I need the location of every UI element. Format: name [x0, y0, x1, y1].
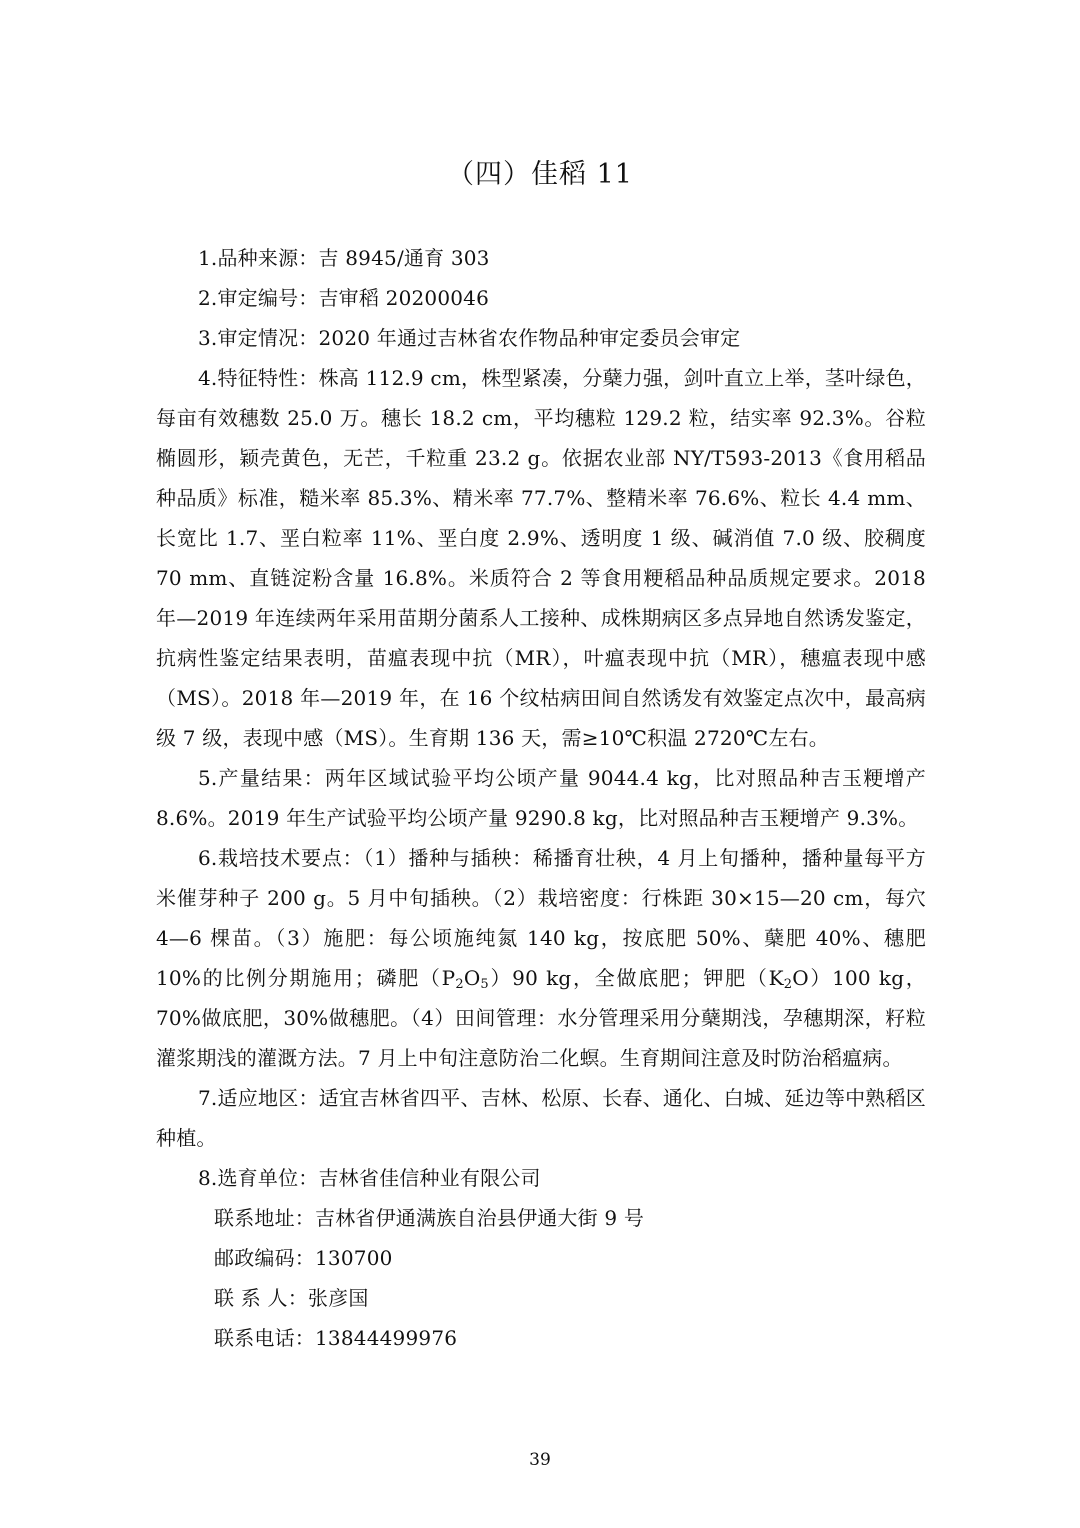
- suitable-regions: 7.适应地区：适宜吉林省四平、吉林、松原、长春、通化、白城、延边等中熟稻区种植。: [156, 1086, 926, 1150]
- subscript-p2: 2: [455, 977, 464, 992]
- contact-address: 联系地址：吉林省伊通满族自治县伊通大街 9 号: [214, 1206, 645, 1230]
- contact-postcode: 邮政编码：130700: [214, 1246, 393, 1270]
- cultivation-techniques: [156, 838, 926, 1078]
- page-number: 39: [529, 1450, 551, 1470]
- variety-source: 1.品种来源：吉 8945/通育 303: [198, 246, 490, 270]
- characteristics: 4.特征特性：株高 112.9 cm，株型紧凑，分蘖力强，剑叶直立上举，茎叶绿色，每亩有效穗数 25.0 万。穗长 18.2 cm，平均穗粒 129.2 粒，结实率 92.3%。谷粒椭圆形，颖壳黄色，无芒，千粒重 23.2 g。依据农业部 NY/T593-2013《食用稻品种品质》标准，糙米率 85.3%、精米率 77.7%、整精米率 76.6%、粒长 4.4 mm、长宽比 1.7、垩白粒率 11%、垩白度 2.9%、透明度 1 级、碱消值 7.0 级、胶稠度 70 mm、直链淀粉含量 16.8%。米质符合 2 等食用粳稻品种品质规定要求。2018 年—2019 年连续两年采用苗期分菌系人工接种、成株期病区多点异地自然诱发鉴定，抗病性鉴定结果表明，苗瘟表现中抗（MR），叶瘟表现中抗（MR），穗瘟表现中感（MS）。2018 年—2019 年，在 16 个纹枯病田间自然诱发有效鉴定点次中，最高病级 7 级，表现中感（MS）。生育期 136 天，需≥10℃积温 2720℃左右。: [156, 366, 926, 750]
- yield-results: 5.产量结果：两年区域试验平均公顷产量 9044.4 kg，比对照品种吉玉粳增产 8.6%。2019 年生产试验平均公顷产量 9290.8 kg，比对照品种吉玉粳增产 9.3%。: [156, 766, 926, 830]
- contact-phone: 联系电话：13844499976: [214, 1326, 458, 1350]
- cultivation-text-a: 6.栽培技术要点：（1）播种与插秧：稀播育壮秧，4 月上旬播种，播种量每平方米催芽种子 200 g。5 月中旬插秧。（2）栽培密度：行株距 30×15—20 cm，每穴 4—6 棵苗。（3）施肥：每公顷施纯氮 140 kg，按底肥 50%、蘖肥 40%、穗肥 10%的比例分期施用；磷肥（P: [156, 846, 926, 990]
- cultivation-text-c: O）100 kg，70%做底肥，30%做穗肥。（4）田间管理：水分管理采用分蘖期浅，孕穗期深，籽粒灌浆期浅的灌溉方法。7 月上中旬注意防治二化螟。生育期间注意及时防治稻瘟病。: [156, 966, 926, 1070]
- subscript-k2: 2: [783, 977, 793, 992]
- contact-person: 联 系 人：张彦国: [214, 1286, 369, 1310]
- approval-number: 2.审定编号：吉审稻 20200046: [198, 286, 490, 310]
- breeding-unit: 8.选育单位：吉林省佳信种业有限公司: [198, 1166, 541, 1190]
- cultivation-text-b: ）90 kg，全做底肥；钾肥（K: [488, 966, 784, 990]
- approval-status: 3.审定情况：2020 年通过吉林省农作物品种审定委员会审定: [198, 326, 741, 350]
- document-body: [156, 238, 926, 1358]
- page-title: （四）佳稻 11: [447, 159, 633, 190]
- subscript-o5: 5: [480, 977, 489, 992]
- cultivation-text-o: O: [463, 966, 481, 990]
